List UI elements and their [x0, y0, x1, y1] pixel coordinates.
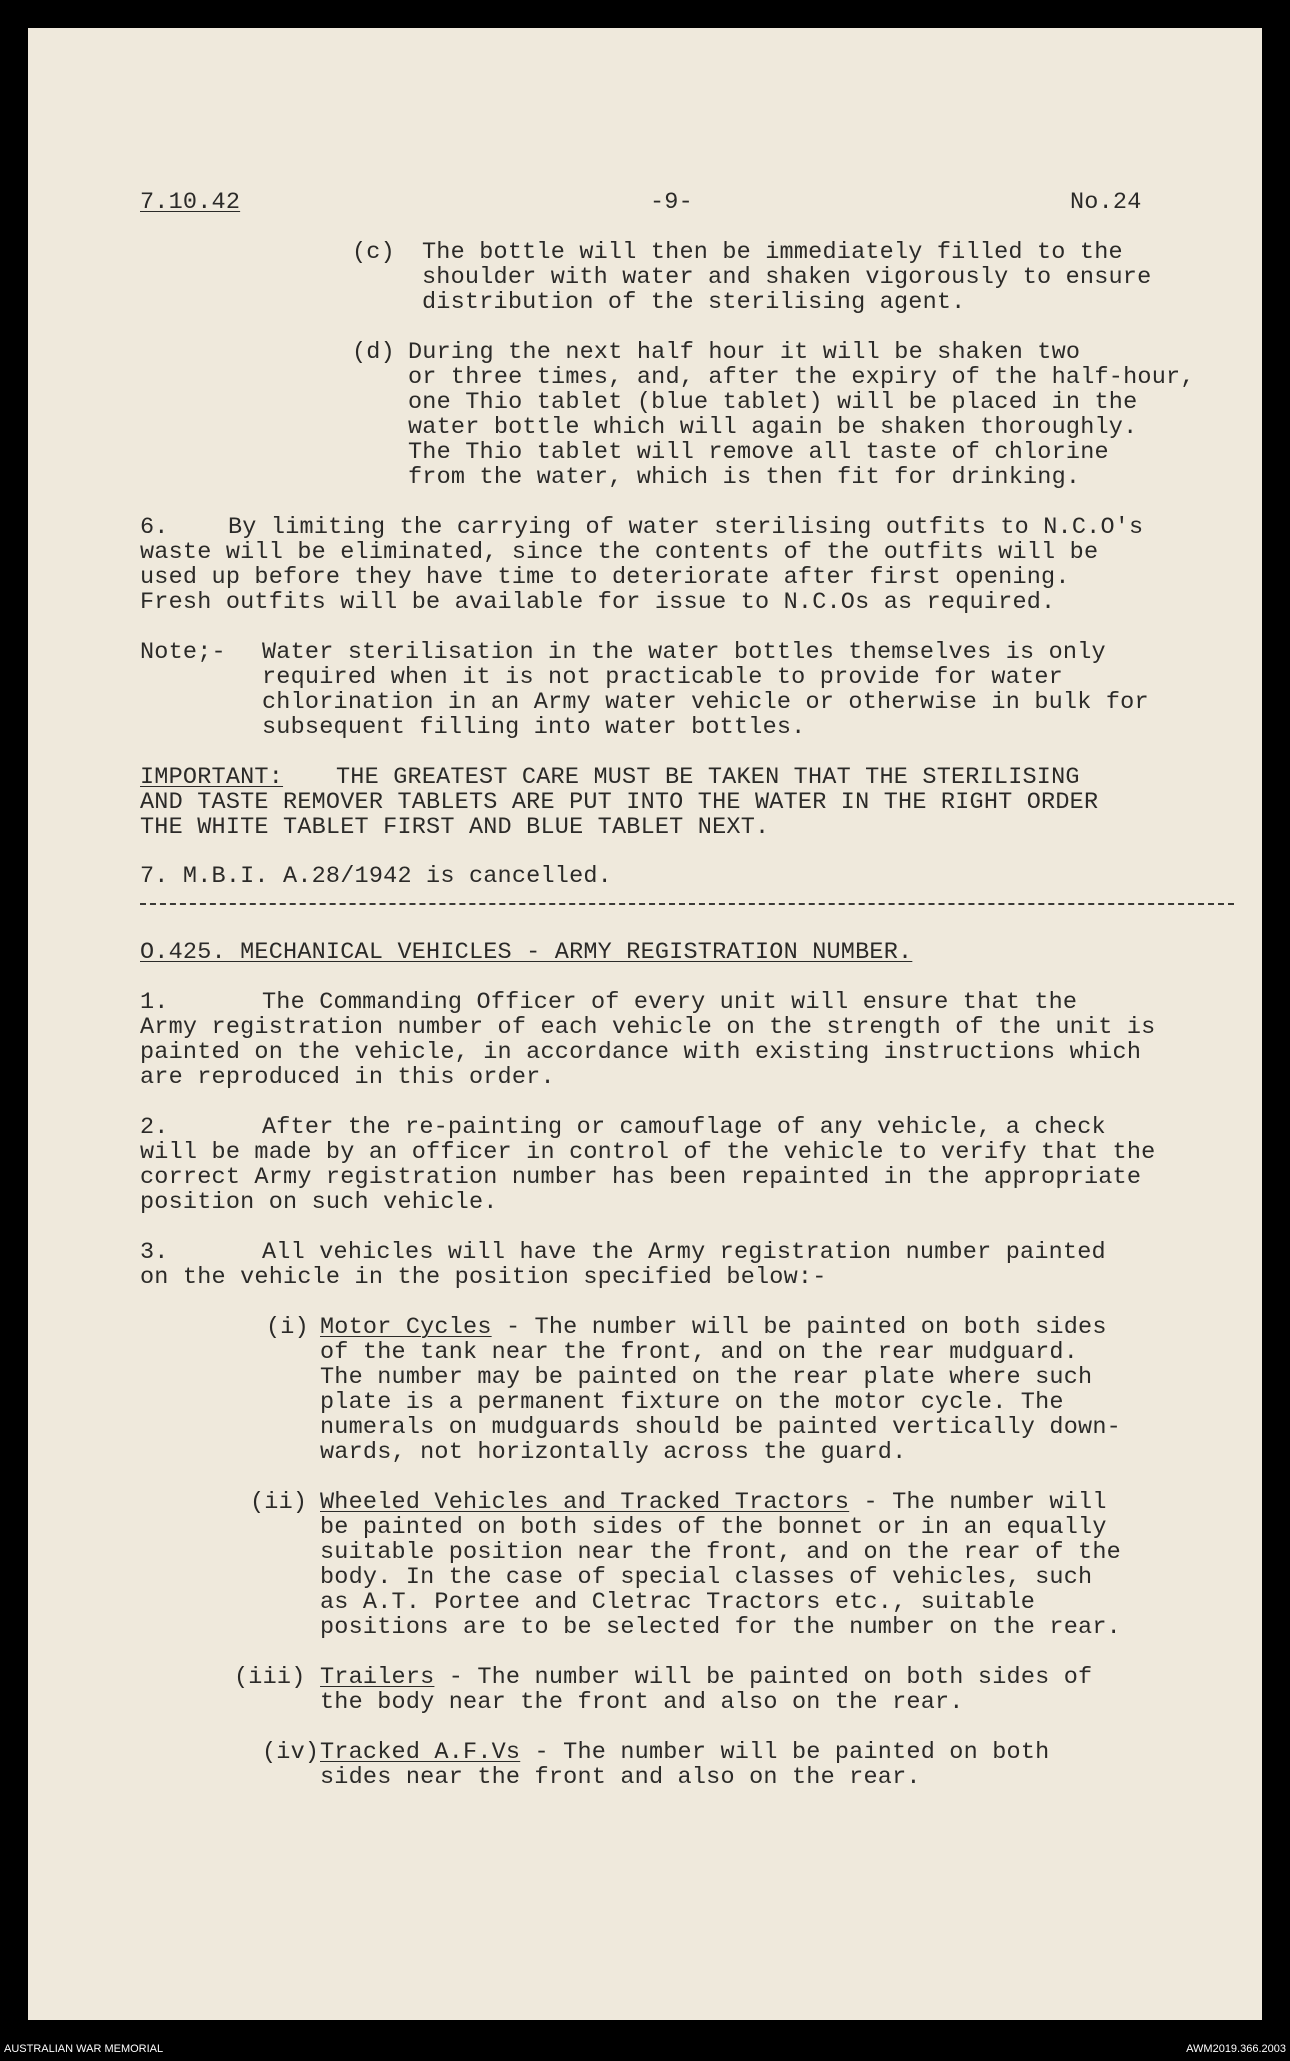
item-ii-heading: Wheeled Vehicles and Tracked Tractors [320, 1489, 850, 1516]
header-page-number: -9- [650, 189, 693, 216]
item-ii-first-line [320, 1490, 1107, 1515]
order-title: O.425. MECHANICAL VEHICLES - ARMY REGISTRATION NUMBER. [140, 939, 913, 966]
important-label: IMPORTANT: [140, 764, 284, 791]
para-2-line-2: will be made by an officer in control of the vehicle to verify that the [140, 1139, 1156, 1166]
para-1-line-4: are reproduced in this order. [140, 1064, 555, 1091]
para-2-line-1: After the re-painting or camouflage of any vehicle, a check [262, 1114, 1106, 1141]
item-iv-line-2: sides near the front and also on the rear. [320, 1764, 921, 1791]
item-ii-marker: (ii) [250, 1489, 308, 1516]
item-ii-line-2: be painted on both sides of the bonnet or in an equally [320, 1514, 1107, 1541]
item-ii-line-3: suitable position near the front, and on the rear of the [320, 1539, 1121, 1566]
para-6-line-2: waste will be eliminated, since the contents of the outfits will be [140, 539, 1099, 566]
item-i-line-2: of the tank near the front, and on the rear mudguard. [320, 1339, 1079, 1366]
para-2-line-3: correct Army registration number has been repainted in the appropriate [140, 1164, 1142, 1191]
para-c-line-3: distribution of the sterilising agent. [422, 289, 966, 316]
item-iv-heading: Tracked A.F.Vs [320, 1739, 521, 1766]
item-iv-first-line [320, 1740, 1049, 1765]
item-iii-line-2: the body near the front and also on the rear. [320, 1689, 964, 1716]
important-line-3: THE WHITE TABLET FIRST AND BLUE TABLET NEXT. [140, 814, 770, 841]
para-d-line-2: or three times, and, after the expiry of the half-hour, [408, 364, 1195, 391]
para-6-line-3: used up before they have time to deteriorate after first opening. [140, 564, 1070, 591]
header-date: 7.10.42 [140, 189, 241, 216]
important-line-1: THE GREATEST CARE MUST BE TAKEN THAT THE STERILISING [336, 764, 1080, 791]
item-iii-heading: Trailers [320, 1664, 435, 1691]
header-order-number: No.24 [1070, 189, 1142, 216]
item-i-first-line [320, 1315, 1107, 1340]
para-3-number: 3. [140, 1239, 169, 1266]
para-1-line-2: Army registration number of each vehicle on the strength of the unit is [140, 1014, 1156, 1041]
note-line-1: Water sterilisation in the water bottles themselves is only [262, 639, 1106, 666]
section-divider [140, 903, 1234, 905]
para-3-line-2: on the vehicle in the position specified below:- [140, 1264, 827, 1291]
note-line-4: subsequent filling into water bottles. [262, 714, 806, 741]
para-1-line-3: painted on the vehicle, in accordance with existing instructions which [140, 1039, 1142, 1066]
para-3-line-1: All vehicles will have the Army registration number painted [262, 1239, 1106, 1266]
item-i-first-rest: - The number will be painted on both sides [491, 1314, 1107, 1341]
item-i-heading: Motor Cycles [320, 1314, 492, 1341]
item-i-line-4: plate is a permanent fixture on the motor cycle. The [320, 1389, 1064, 1416]
item-ii-line-4: body. In the case of special classes of vehicles, such [320, 1564, 1093, 1591]
para-d-line-6: from the water, which is then fit for drinking. [408, 464, 1081, 491]
para-1-number: 1. [140, 989, 169, 1016]
item-i-line-5: numerals on mudguards should be painted vertically down- [320, 1414, 1121, 1441]
para-2-number: 2. [140, 1114, 169, 1141]
item-iii-first-line [320, 1665, 1092, 1690]
para-c-marker: (c) [352, 239, 395, 266]
para-d-line-1: During the next half hour it will be shaken two [408, 339, 1081, 366]
footer-source: AUSTRALIAN WAR MEMORIAL [4, 2043, 164, 2055]
para-c-line-1: The bottle will then be immediately filled to the [422, 239, 1123, 266]
para-2-line-4: position on such vehicle. [140, 1189, 498, 1216]
item-iii-first-rest: - The number will be painted on both sides of [434, 1664, 1093, 1691]
footer-reference: AWM2019.366.2003 [1186, 2043, 1286, 2055]
para-6-line-4: Fresh outfits will be available for issue to N.C.Os as required. [140, 589, 1056, 616]
para-1-line-1: The Commanding Officer of every unit will ensure that the [262, 989, 1078, 1016]
para-d-line-3: one Thio tablet (blue tablet) will be placed in the [408, 389, 1138, 416]
item-iii-marker: (iii) [234, 1664, 306, 1691]
item-ii-line-5: as A.T. Portee and Cletrac Tractors etc., suitable [320, 1589, 1036, 1616]
item-i-marker: (i) [266, 1314, 309, 1341]
para-c-line-2: shoulder with water and shaken vigorously to ensure [422, 264, 1152, 291]
para-d-line-5: The Thio tablet will remove all taste of chlorine [408, 439, 1109, 466]
note-label: Note;- [140, 639, 226, 666]
important-line-2: AND TASTE REMOVER TABLETS ARE PUT INTO THE WATER IN THE RIGHT ORDER [140, 789, 1099, 816]
para-6-number: 6. [140, 514, 169, 541]
item-iv-marker: (iv) [262, 1739, 320, 1766]
para-d-marker: (d) [352, 339, 395, 366]
item-i-line-6: wards, not horizontally across the guard. [320, 1439, 907, 1466]
item-ii-first-rest: - The number will [849, 1489, 1107, 1516]
item-iv-first-rest: - The number will be painted on both [520, 1739, 1050, 1766]
note-line-2: required when it is not practicable to provide for water [262, 664, 1063, 691]
para-6-line-1: By limiting the carrying of water sterilising outfits to N.C.O's [228, 514, 1144, 541]
note-line-3: chlorination in an Army water vehicle or otherwise in bulk for [262, 689, 1149, 716]
item-i-line-3: The number may be painted on the rear plate where such [320, 1364, 1093, 1391]
item-ii-line-6: positions are to be selected for the number on the rear. [320, 1614, 1121, 1641]
para-7: 7. M.B.I. A.28/1942 is cancelled. [140, 863, 612, 890]
para-d-line-4: water bottle which will again be shaken thoroughly. [408, 414, 1138, 441]
